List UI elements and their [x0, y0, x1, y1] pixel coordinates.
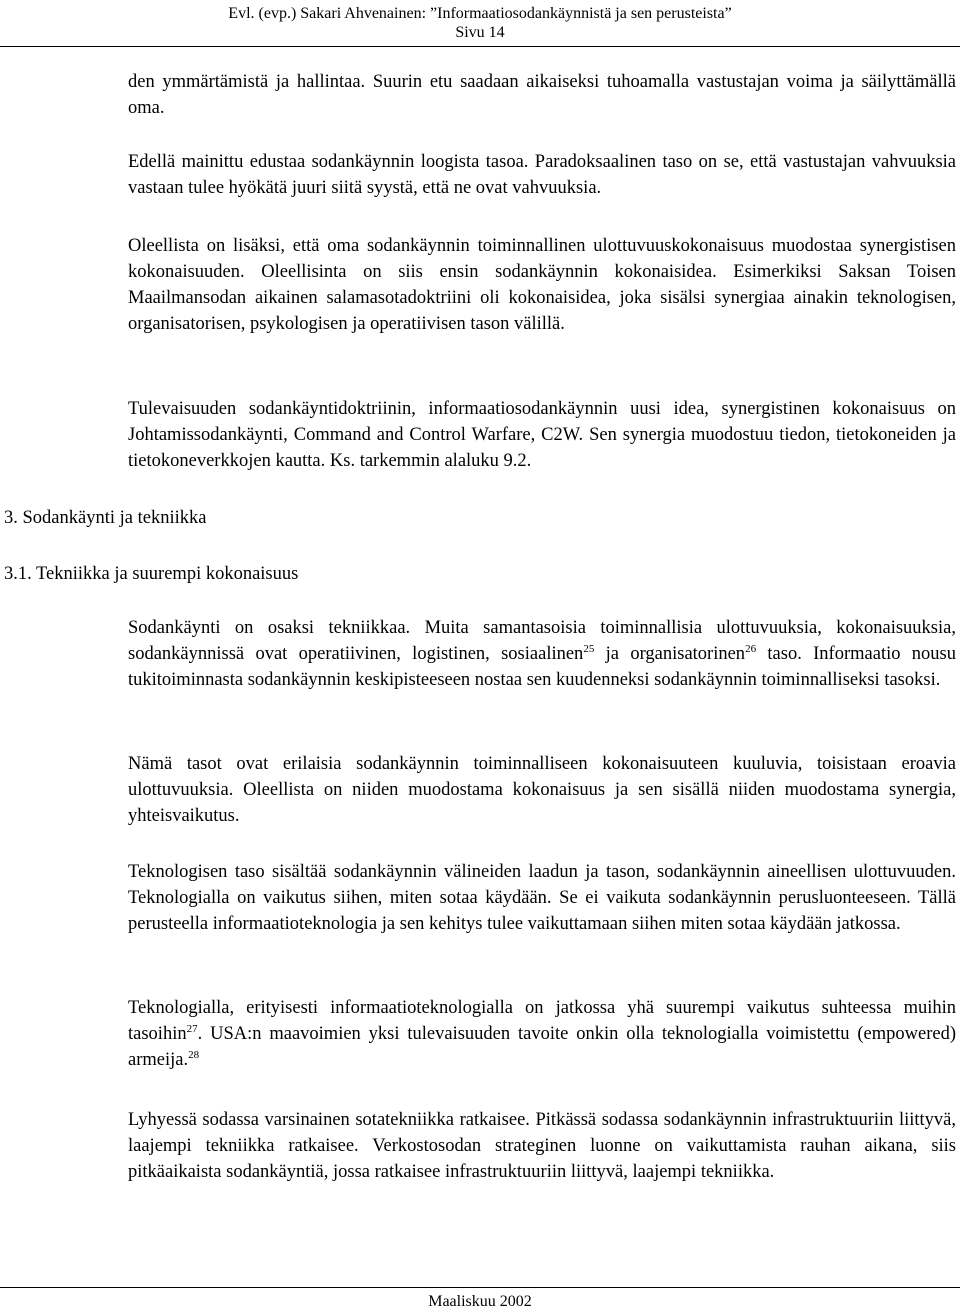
- paragraph-short-war: Lyhyessä sodassa varsinainen sotatekniikka ratkaisee. Pitkässä sodassa sodankäynnin infrastruktuuriin liittyvä, laajempi tekniikka ratkaisee. Verkostosodan strateginen luonne on vaikuttamista rauhan aikana, siis pitkäaikaista sodankäyntiä, jossa ratkaisee infrastruktuuriin liittyvä, laajempi tekniikka.: [128, 1110, 956, 1182]
- document-title: Evl. (evp.) Sakari Ahvenainen: ”Informaatiosodankäynnistä ja sen perusteista”: [228, 5, 732, 22]
- page-number: Sivu 14: [455, 24, 505, 41]
- footnote-ref: 27: [186, 1022, 198, 1035]
- header-divider: [0, 46, 960, 47]
- subsection-heading: 3.1. Tekniikka ja suurempi kokonaisuus: [4, 564, 299, 584]
- paragraph-text: Sodankäynti on osaksi tekniikkaa. Muita samantasoisia toiminnallisia ulottuvuuksia, kokonaisuuksia, sodankäynnissä ovat operatiivinen, logistinen, sosiaalinen: [128, 618, 956, 664]
- footer-divider: [0, 1287, 960, 1288]
- paragraph-text: ja organisatorinen: [594, 644, 746, 664]
- footnote-ref: 28: [188, 1048, 200, 1061]
- paragraph-text: . USA:n maavoimien yksi tulevaisuuden tavoite onkin olla teknologialla voimistettu (empowered) armeija.: [128, 1024, 956, 1070]
- page-footer: Maaliskuu 2002: [428, 1293, 532, 1310]
- paragraph-technological-level: Teknologisen taso sisältää sodankäynnin välineiden laadun ja tason, sodankäynnin aineellisen ulottuvuuden. Teknologialla on vaikutus siihen, miten sotaa käydään. Se ei vaikuta sodankäynnin perusluonteeseen. Tällä perusteella informaatioteknologia ja sen kehitys tulee vaikuttamaan siihen miten sotaa käydään jatkossa.: [128, 862, 956, 934]
- paragraph-text: Teknologialla, erityisesti informaatioteknologialla on jatkossa yhä suurempi vaikutus suhteessa muihin tasoihin: [128, 998, 956, 1044]
- paragraph-synergy: Oleellista on lisäksi, että oma sodankäynnin toiminnallinen ulottuvuuskokonaisuus muodostaa synergistisen kokonaisuuden. Oleellisinta on siis ensin sodankäynnin kokonaisidea. Esimerkiksi Saksan Toisen Maailmansodan aikainen salamasotadoktriini oli kokonaisidea, joka sisälsi synergiaa ainakin teknologisen, organisatorisen, psykologisen ja operatiivisen tason välillä.: [128, 236, 956, 334]
- footnote-ref: 26: [745, 642, 757, 655]
- footnote-ref: 25: [583, 642, 595, 655]
- section-heading: 3. Sodankäynti ja tekniikka: [4, 508, 207, 528]
- page-header: [0, 4, 960, 42]
- paragraph-continuation: den ymmärtämistä ja hallintaa. Suurin etu saadaan aikaiseksi tuhoamalla vastustajan voima ja säilyttämällä oma.: [128, 72, 956, 118]
- paragraph-technology-levels: [128, 615, 956, 693]
- paragraph-dimensions: Nämä tasot ovat erilaisia sodankäynnin toiminnalliseen kokonaisuuteen kuuluvia, toisistaan eroavia ulottuvuuksia. Oleellista on niiden muodostama kokonaisuus ja sen sisällä niiden muodostama synergia, yhteisvaikutus.: [128, 754, 956, 826]
- paragraph-logical-level: Edellä mainittu edustaa sodankäynnin loogista tasoa. Paradoksaalinen taso on se, että vastustajan vahvuuksia vastaan tulee hyökätä juuri siitä syystä, että ne ovat vahvuuksia.: [128, 152, 956, 198]
- paragraph-information-technology: [128, 995, 956, 1073]
- paragraph-text: taso. Informaatio nousu tukitoiminnasta sodankäynnin keskipisteeseen nostaa sen kuudenneksi sodankäynnin toiminnalliseksi tasoksi.: [128, 644, 956, 690]
- paragraph-future-doctrine: Tulevaisuuden sodankäyntidoktriinin, informaatiosodankäynnin uusi idea, synergistinen kokonaisuus on Johtamissodankäynti, Command and Control Warfare, C2W. Sen synergia muodostuu tiedon, tietokoneiden ja tietokoneverkkojen kautta. Ks. tarkemmin alaluku 9.2.: [128, 399, 956, 471]
